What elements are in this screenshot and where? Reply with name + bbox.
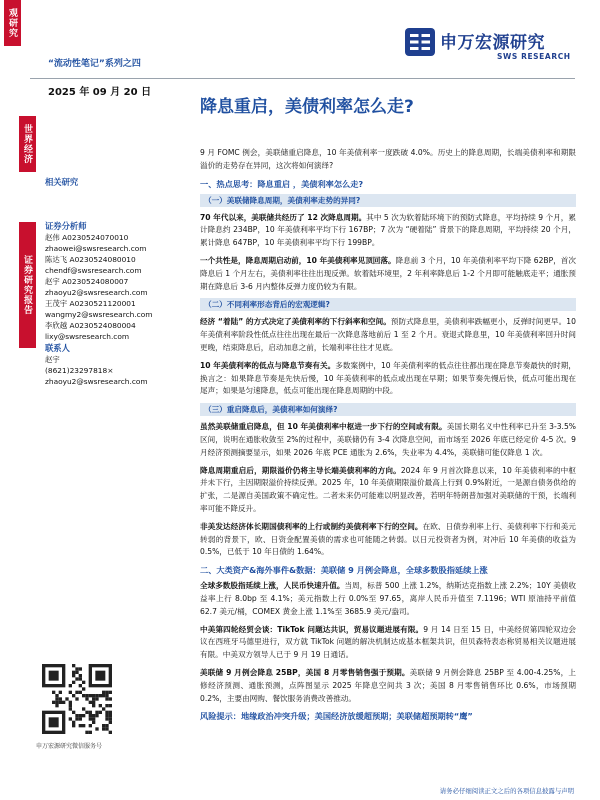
paragraph-lead: 全球多数股指延续上涨，人民币快速升值。 — [200, 581, 345, 591]
analyst-name-id: 陈达飞 A0230524080010 — [45, 255, 136, 264]
analyst-email[interactable]: zhaoyu2@swsresearch.com — [45, 288, 148, 297]
paragraph-lead: 中美第四轮经贸会谈：TikTok 问题达共识，贸易议题进展有限。 — [200, 624, 424, 634]
paragraph-lead: 美联储 9 月例会降息 25BP，美国 8 月零售销售强于预期。 — [200, 667, 410, 677]
report-series: “流动性笔记”系列之四 — [48, 59, 141, 69]
side-tab-macro: 观研究 — [4, 0, 21, 46]
paragraph-text: 当周，标普 500 上涨 1.2%，纳斯达克指数上涨 2.2%；10Y 美债收益率上行 8.0bp 至 4.1%；美元指数上行 0.0%至 97.65，离岸人民币升值至 7.1196；WTI 原油持平前值 62.7 美元/桶，COMEX 黄金上涨 1.1%至 3685.9 美元/盎司。 — [200, 581, 576, 616]
report-date: 2025 年 09 月 20 日 — [48, 87, 152, 98]
paragraph-text: 降息前 3 个月，10 年美债利率平均下降 62BP，首次降息后 1 个月左右，美债利率往往出现反弹。软着陆环境里，2 年利率降息后 1-2 个月即可能触底走平；通胀预期在降息后 3-6 月内整体反弹力度仍较为有限。 — [200, 255, 576, 291]
intro-paragraph: 9 月 FOMC 例会，美联储重启降息，10 年美债利率一度跌破 4.0%。历史上的降息周期，长端美债利率和期限溢价的走势存在异同，这次将如何演绎? — [200, 148, 576, 170]
section-heading-assets-events: 二、大类资产&海外事件&数据：美联储 9 月例会降息，全球多数股指延续上涨 — [200, 565, 488, 576]
analyst-name-id: 赵伟 A0230524070010 — [45, 233, 129, 242]
contact-email[interactable]: zhaoyu2@swsresearch.com — [45, 377, 148, 386]
paragraph-lead: 一个共性是，降息周期启动前，10 年美债利率见顶回落。 — [200, 255, 396, 265]
left-column — [45, 177, 185, 387]
paragraph-text: 在欧、日债券利率上行、美债利率下行和美元转弱的背景下，欧、日资金配置美债的需求也可能随之转弱。以日元投资者为例，对冲后 10 年美债的收益为 0.5%，已低于 10 年日债的 1.64%。 — [200, 521, 576, 557]
paragraph-text: 9 月 14 日至 15 日，中美经贸第四轮双边会议在西班牙马德里进行，双方就 TikTok 问题的解决机制达成基本框架共识，但贝森特表态称贸易相关议题进展有限。中美双方领导人已于 9 月 19 日通话。 — [200, 624, 576, 660]
report-title: 降息重启，美债利率怎么走? — [200, 97, 414, 117]
report-summary — [200, 147, 576, 757]
paragraph — [200, 255, 576, 293]
side-tab-research-report: 证券研究报告 — [19, 222, 36, 348]
logo-icon — [404, 27, 436, 57]
section-heading-hot-topic: 一、热点思考：降息重启 ，美债利率怎么走? — [200, 178, 364, 189]
contact-phone: (8621)23297818× — [45, 366, 114, 375]
analyst-email[interactable]: zhaowei@swsresearch.com — [45, 244, 147, 253]
paragraph-text: 2024 年 9 月首次降息以来，10 年美债利率的中枢并未下行，主因期限溢价持续反弹。2025 年，10 年美债期限溢价最高上行到 0.9%附近，一是源自债务供给的扩张，二是源自美国政策不确定性。二者未来仍可能难以明显改善，若明年特朗普加强对美联储的干预，长端利率可能不降反升。 — [200, 465, 576, 513]
paragraph — [200, 580, 576, 618]
contact-name: 赵宇 — [45, 355, 60, 364]
paragraph-text: 其中 5 次为软着陆环境下的预防式降息，平均持续 9 个月，累计降息约 234BP，10 年美债利率平均下行 167BP；7 次为 “硬着陆” 背景下的降息周期，平均持续 20 个月，累计降息 647BP，10 年美债利率平均下行 199BP。 — [200, 212, 576, 248]
logo-name: 申万宏源研究 — [440, 33, 545, 53]
analyst-name-id: 王茂宇 A0230521120001 — [45, 299, 136, 308]
paragraph — [200, 465, 576, 516]
paragraph-text: 多数案例中，10 年美债利率的低点往往都出现在降息节奏最快的时期，换言之：如果降息节奏是先快后慢，10 年美债利率的低点或出现在早期；如果节奏先慢后快，低点可能出现在尾声；如果是匀速降息，低点可能出现在降息周期的中段。 — [200, 360, 576, 396]
paragraph — [200, 316, 576, 354]
paragraph-lead: 经济 “着陆” 的方式决定了美债利率的下行斜率和空间。 — [200, 317, 391, 327]
paragraph — [200, 360, 576, 398]
side-tab-world-economy: 世界经济 — [19, 116, 36, 172]
paragraph — [200, 421, 576, 459]
disclaimer-footer[interactable]: 请务必仔细阅读正文之后的各项信息披露与声明 — [439, 787, 574, 795]
paragraph-text: 美联储 9 月例会降息 25BP 至 4.00-4.25%，上修经济预测、通胀预测，点阵图显示 2025 年降息空间共 3 次；美国 8 月零售销售环比 0.6%，市场预期 0.2%，主要由网购、餐饮服务消费改善推动。 — [200, 667, 576, 703]
analysts-heading: 证券分析师 — [45, 221, 87, 231]
paragraph-text: 预防式降息里，美债利率跌幅更小，反弹时间更早。10 年美债利率阶段性低点往往出现在最后一次降息落地前后 1 至 2 个月。衰退式降息里，10 年美债利率回升时间更晚，结束降息后，启动加息之前，长端利率往往才见底。 — [200, 317, 576, 352]
analyst-email[interactable]: lixy@swsresearch.com — [45, 332, 130, 341]
paragraph-lead: 降息周期重启后，期限溢价仍将主导长端美债利率的方向。 — [200, 465, 401, 475]
paragraph-lead: 70 年代以来，美联储共经历了 12 次降息周期。 — [200, 212, 367, 222]
subsection-heading-2: （二）不同利率形态背后的宏观逻辑? — [200, 298, 576, 311]
paragraph-lead: 非美发达经济体长期国债利率的上行或制约美债利率下行的空间。 — [200, 521, 423, 531]
subsection-heading-3: （三）重启降息后，美债利率如何演绎? — [200, 403, 576, 416]
analyst-list — [45, 232, 185, 342]
header-divider — [30, 78, 575, 79]
analyst-email[interactable]: chendf@swsresearch.com — [45, 266, 142, 275]
contact-heading: 联系人 — [45, 343, 70, 353]
qr-caption: 申万宏源研究微信服务号 — [36, 743, 103, 750]
paragraph — [200, 667, 576, 705]
analyst-email[interactable]: wangmy2@swsresearch.com — [45, 310, 153, 319]
analyst-name-id: 李欣越 A0230524080004 — [45, 321, 136, 330]
logo-english-name: SWS RESEARCH — [497, 52, 571, 61]
paragraph — [200, 521, 576, 559]
analyst-name-id: 赵宇 A0230524080007 — [45, 277, 129, 286]
related-research-heading: 相关研究 — [45, 177, 79, 187]
subsection-heading-1: （一）美联储降息周期，美债利率走势的异同? — [200, 194, 576, 207]
risk-warning: 风险提示：地缘政治冲突升级；美国经济放缓超预期；美联储超预期转“鹰” — [200, 711, 473, 722]
paragraph — [200, 624, 576, 662]
qr-code-icon — [42, 664, 112, 734]
paragraph-lead: 虽然美联储重启降息，但 10 年美债利率中枢进一步下行的空间或有限。 — [200, 422, 447, 432]
paragraph-text: 美国长期名义中性利率已升至 3-3.5%区间，说明在通胀收敛至 2%的过程中，美联储仍有 3-4 次降息空间，而市场至 2026 年底已经定价 4-5 次。9 月经济预测摘要显示，如果 2026 年底 PCE 通胀为 2.6%，失业率为 4.4%，美联储可能仅降息 1 次。 — [200, 422, 576, 457]
paragraph-lead: 10 年美债利率的低点与降息节奏有关。 — [200, 360, 336, 370]
related-research — [45, 177, 185, 221]
paragraph — [200, 212, 576, 250]
